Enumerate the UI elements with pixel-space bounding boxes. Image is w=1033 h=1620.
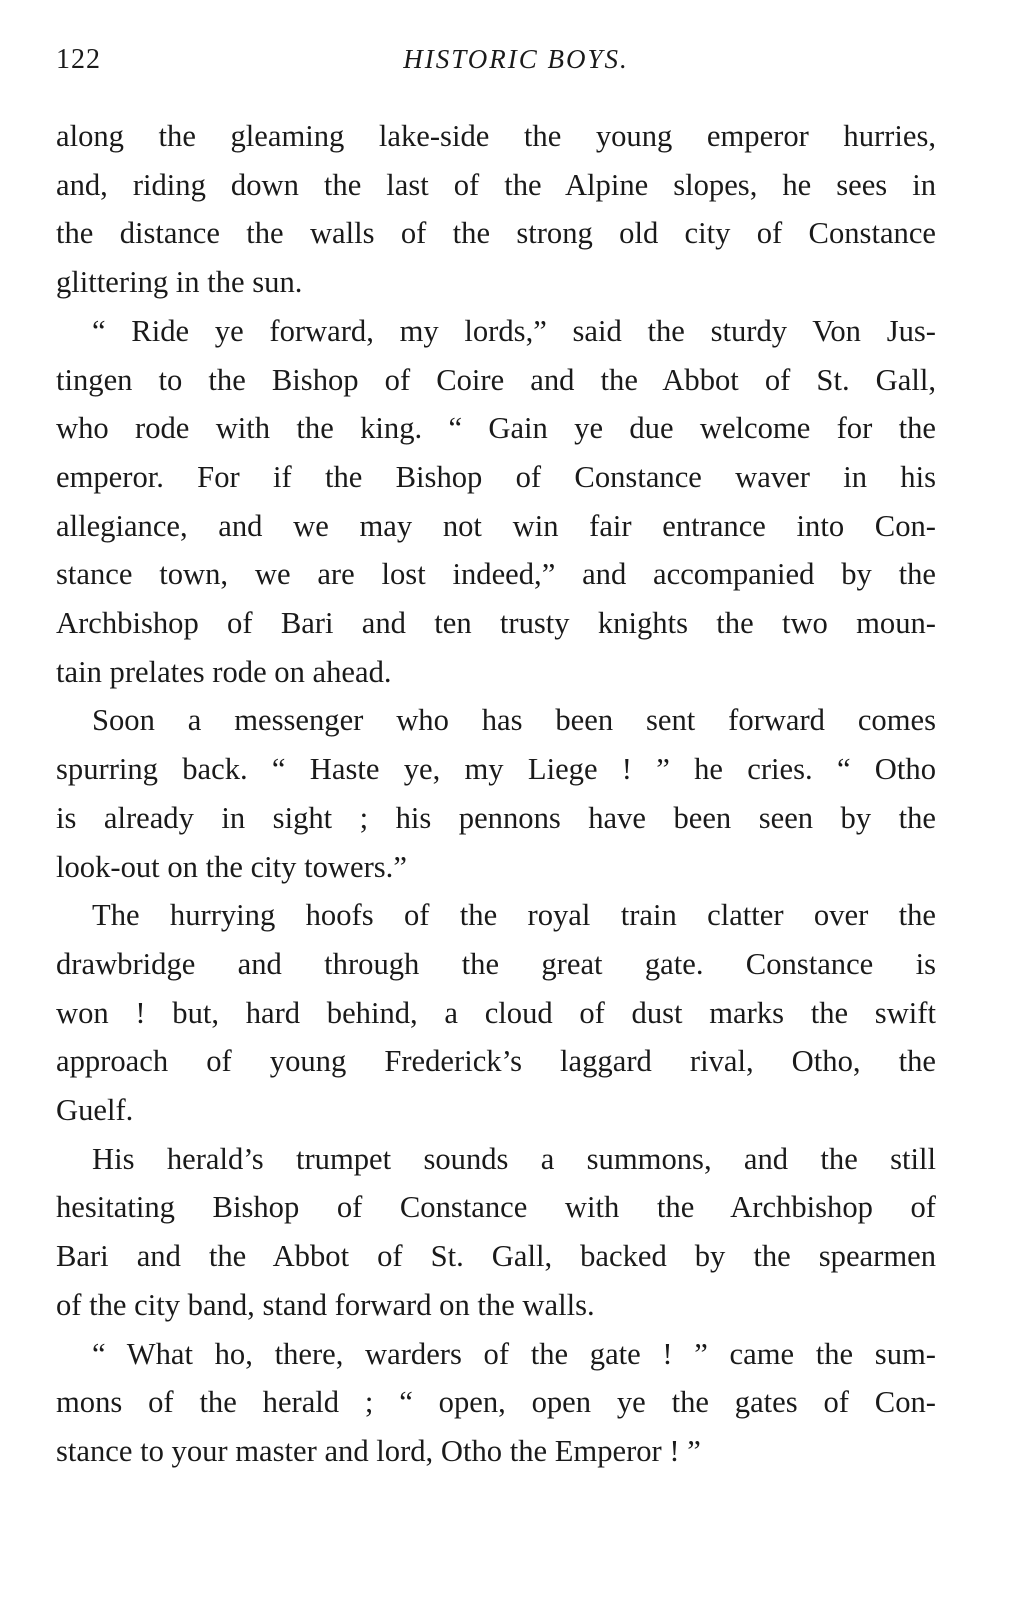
text-line: “ Ride ye forward, my lords,” said the sturdy Von Jus-	[92, 313, 936, 348]
text-line: “ What ho, there, warders of the gate ! ” came the sum-	[92, 1336, 936, 1371]
text-line: of the city band, stand forward on the walls.	[56, 1287, 595, 1322]
text-line: is already in sight ; his pennons have been seen by the	[56, 800, 936, 835]
text-line: tingen to the Bishop of Coire and the Abbot of St. Gall,	[56, 362, 936, 397]
paragraph	[56, 1330, 936, 1476]
text-line: Soon a messenger who has been sent forward comes	[92, 703, 936, 738]
paragraph	[56, 112, 936, 307]
running-title: HISTORIC BOYS.	[403, 44, 629, 74]
text-line: tain prelates rode on ahead.	[56, 654, 392, 689]
text-line: look-out on the city towers.”	[56, 849, 407, 884]
text-line: along the gleaming lake-side the young emperor hurries,	[56, 119, 936, 153]
text-line: hesitating Bishop of Constance with the Archbishop of	[56, 1190, 936, 1225]
paragraph	[56, 891, 936, 1135]
text-line: spurring back. “ Haste ye, my Liege ! ” he cries. “ Otho	[56, 752, 936, 787]
text-line: glittering in the sun.	[56, 265, 303, 300]
text-line: Archbishop of Bari and ten trusty knights the two moun-	[56, 606, 936, 641]
text-line: stance town, we are lost indeed,” and accompanied by the	[56, 557, 936, 592]
page-number: 122	[56, 44, 101, 75]
text-line: His herald’s trumpet sounds a summons, and the still	[92, 1141, 936, 1176]
text-line: allegiance, and we may not win fair entrance into Con-	[56, 508, 936, 543]
paragraph	[56, 696, 936, 891]
text-line: approach of young Frederick’s laggard rival, Otho, the	[56, 1044, 936, 1079]
text-line: Guelf.	[56, 1093, 134, 1128]
text-line: drawbridge and through the great gate. Constance is	[56, 946, 936, 981]
text-line: emperor. For if the Bishop of Constance waver in his	[56, 459, 936, 494]
text-line: stance to your master and lord, Otho the Emperor ! ”	[56, 1433, 701, 1468]
text-line: won ! but, hard behind, a cloud of dust marks the swift	[56, 995, 936, 1030]
paragraph	[56, 1135, 936, 1330]
text-line: mons of the herald ; “ open, open ye the gates of Con-	[56, 1385, 936, 1420]
text-line: The hurrying hoofs of the royal train clatter over the	[92, 898, 936, 933]
body-text	[56, 112, 936, 1476]
text-line: the distance the walls of the strong old city of Constance	[56, 216, 936, 251]
paragraph	[56, 307, 936, 697]
text-line: and, riding down the last of the Alpine slopes, he sees in	[56, 167, 936, 202]
text-line: Bari and the Abbot of St. Gall, backed by the spearmen	[56, 1239, 936, 1274]
text-line: who rode with the king. “ Gain ye due welcome for the	[56, 411, 936, 446]
running-head	[56, 44, 936, 84]
